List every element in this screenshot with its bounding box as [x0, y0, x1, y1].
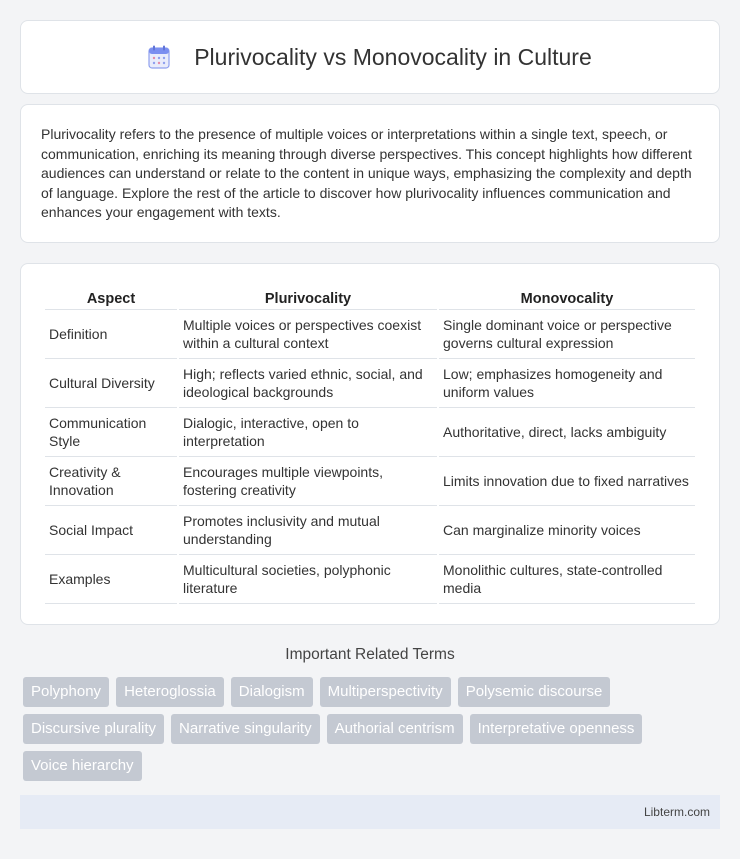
related-term-tag[interactable]: Voice hierarchy	[23, 751, 142, 781]
aspect-cell: Examples	[45, 555, 177, 604]
related-terms-list	[23, 677, 713, 781]
plurivocality-cell: Multicultural societies, polyphonic literature	[179, 555, 437, 604]
table-row	[45, 457, 695, 506]
header-aspect: Aspect	[45, 284, 177, 310]
monovocality-cell: Low; emphasizes homogeneity and uniform values	[439, 359, 695, 408]
calendar-icon	[148, 45, 170, 69]
related-term-tag[interactable]: Discursive plurality	[23, 714, 164, 744]
monovocality-cell: Authoritative, direct, lacks ambiguity	[439, 408, 695, 457]
header-monovocality: Monovocality	[439, 284, 695, 310]
aspect-cell: Communication Style	[45, 408, 177, 457]
related-term-tag[interactable]: Authorial centrism	[327, 714, 463, 744]
table-row	[45, 310, 695, 359]
table-row	[45, 555, 695, 604]
table-row	[45, 359, 695, 408]
related-term-tag[interactable]: Interpretative openness	[470, 714, 643, 744]
footer-site-link[interactable]: Libterm.com	[643, 805, 710, 819]
related-term-tag[interactable]: Heteroglossia	[116, 677, 224, 707]
monovocality-cell: Single dominant voice or perspective governs cultural expression	[439, 310, 695, 359]
comparison-table	[43, 284, 697, 604]
page-title: Plurivocality vs Monovocality in Culture	[194, 43, 592, 70]
header-plurivocality: Plurivocality	[179, 284, 437, 310]
aspect-cell: Definition	[45, 310, 177, 359]
table-header-row	[45, 284, 695, 310]
footer	[20, 795, 720, 829]
title-card	[20, 20, 720, 94]
plurivocality-cell: High; reflects varied ethnic, social, and ideological backgrounds	[179, 359, 437, 408]
monovocality-cell: Can marginalize minority voices	[439, 506, 695, 555]
aspect-cell: Cultural Diversity	[45, 359, 177, 408]
related-term-tag[interactable]: Multiperspectivity	[320, 677, 451, 707]
aspect-cell: Social Impact	[45, 506, 177, 555]
related-term-tag[interactable]: Narrative singularity	[171, 714, 320, 744]
comparison-table-card	[20, 263, 720, 625]
intro-card	[20, 104, 720, 243]
related-terms-heading: Important Related Terms	[285, 646, 455, 663]
plurivocality-cell: Promotes inclusivity and mutual understanding	[179, 506, 437, 555]
related-term-tag[interactable]: Dialogism	[231, 677, 313, 707]
related-term-tag[interactable]: Polyphony	[23, 677, 109, 707]
monovocality-cell: Monolithic cultures, state-controlled media	[439, 555, 695, 604]
plurivocality-cell: Multiple voices or perspectives coexist within a cultural context	[179, 310, 437, 359]
table-row	[45, 408, 695, 457]
plurivocality-cell: Dialogic, interactive, open to interpretation	[179, 408, 437, 457]
aspect-cell: Creativity & Innovation	[45, 457, 177, 506]
intro-paragraph: Plurivocality refers to the presence of multiple voices or interpretations within a single text, speech, or communication, enriching its meaning through diverse perspectives. This concept highlights how different audiences can understand or relate to the content in unique ways, emphasizing the complexity and depth of language. Explore the rest of the article to discover how plurivocality influences communication and enhances your engagement with texts.	[41, 126, 692, 221]
related-term-tag[interactable]: Polysemic discourse	[458, 677, 611, 707]
plurivocality-cell: Encourages multiple viewpoints, fostering creativity	[179, 457, 437, 506]
monovocality-cell: Limits innovation due to fixed narratives	[439, 457, 695, 506]
table-row	[45, 506, 695, 555]
